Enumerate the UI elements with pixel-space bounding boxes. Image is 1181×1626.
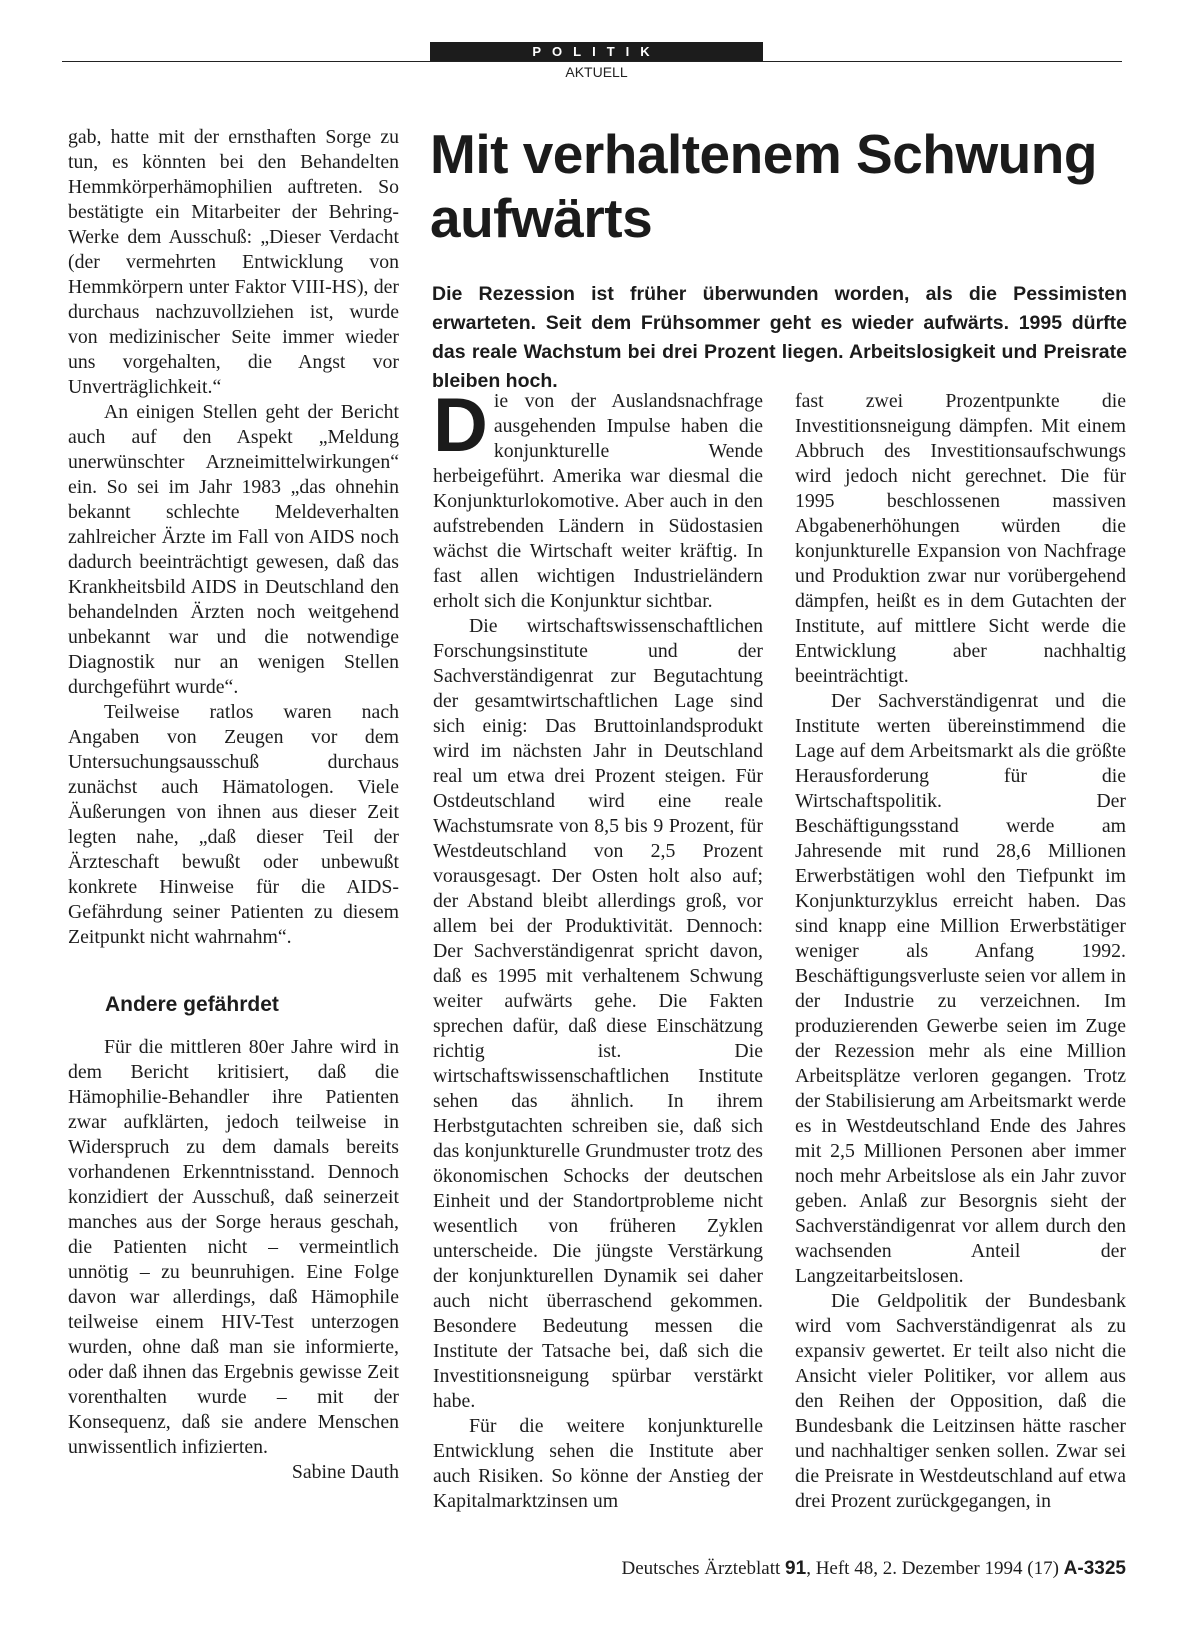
issue-info: , Heft 48, 2. Dezember 1994 (17) [806,1558,1059,1579]
article-headline: Mit verhaltenem Schwung aufwärts [430,123,1097,249]
page-number: A-3325 [1063,1558,1126,1579]
left-paragraph-2: An einigen Stellen geht der Bericht auch auf den Aspekt „Meldung unerwünschter Arzneimittelwirkungen“ ein. So sei im Jahr 1983 „das ohnehin bekannt schlechte Meldeverhalten zahlreicher Ärzte im Fall von AIDS noch dadurch beeinträchtigt gewesen, daß das Krankheitsbild AIDS in Deutschland den behandelnden Ärzten noch weitgehend unbekannt war und die notwendige Diagnostik nur an wenigen Stellen durchgeführt wurde“. [68,401,399,698]
subsection-label: AKTUELL [565,64,628,80]
article-paragraph-3: Für die weitere konjunkturelle Entwicklung sehen die Institute aber auch Risiken. So könne der Anstieg der Kapitalmarktzinsen um [433,1415,763,1512]
volume-number: 91 [785,1558,807,1579]
article-paragraph-1 [433,383,763,614]
section-label: POLITIK [430,42,763,62]
article-column-3 [795,389,1126,1514]
author-signature: Sabine Dauth [291,1461,399,1483]
page-footer [520,1558,1126,1580]
drop-cap: D [433,383,488,468]
left-paragraph-1: gab, hatte mit der ernsthaften Sorge zu tun, es könnten bei den Behandelten Hemmkörperhämophilien auftreten. So bestätigte ein Mitarbeiter der Behring-Werke dem Ausschuß: „Dieser Verdacht (der vermehrten Entwicklung von Hemmkörpern unter Faktor VIII-HS), der durchaus nachzuvollziehen ist, wurde von medizinischer Seite immer wieder uns vorgehalten, die Angst vor Unverträglichkeit.“ [68,126,399,398]
article-paragraph-4: fast zwei Prozentpunkte die Investitionsneigung dämpfen. Mit einem Abbruch des Investitionsaufschwungs wird jedoch nicht gerechnet. Die für 1995 beschlossenen massiven Abgabenerhöhungen würden die konjunkturelle Expansion von Nachfrage und Produktion zwar nur vorübergehend dämpfen, heißt es in dem Gutachten der Institute, auf mittlere Sicht werde die Entwicklung aber nachhaltig beeinträchtigt. [795,390,1126,687]
article-paragraph-1-text: ie von der Auslandsnachfrage ausgehenden Impulse haben die konjunkturelle Wende herbeigeführt. Amerika war diesmal die Konjunkturlokomotive. Aber auch in den aufstrebenden Ländern in Südostasien wächst die Wirtschaft weiter kräftig. In fast allen wichtigen Industrieländern erholt sich die Konjunktur sichtbar. [433,390,763,612]
header-rule [62,61,1122,62]
article-paragraph-2: Die wirtschaftswissenschaftlichen Forschungsinstitute und der Sachverständigenrat zur Begutachtung der gesamtwirtschaftlichen Lage sind sich einig: Das Bruttoinlandsprodukt wird im nächsten Jahr in Deutschland real um etwa drei Prozent steigen. Für Ostdeutschland wird eine reale Wachstumsrate von 8,5 bis 9 Prozent, für Westdeutschland von 2,5 Prozent vorausgesagt. Der Osten holt also auf; der Abstand bleibt allerdings groß, vor allem bei der Produktivität. Dennoch: Der Sachverständigenrat spricht davon, daß es 1995 mit verhaltenem Schwung weiter aufwärts gehe. Die Fakten sprechen dafür, daß diese Einschätzung richtig ist. Die wirtschaftswissenschaftlichen Institute sehen das ähnlich. In ihrem Herbstgutachten schreiben sie, daß sich das konjunkturelle Grundmuster trotz des ökonomischen Schocks der deutschen Einheit und der Standortprobleme nicht wesentlich von früheren Zyklen unterscheide. Die jüngste Verstärkung der konjunkturellen Dynamik sei daher auch nicht überraschend gekommen. Besondere Bedeutung messen die Institute der Tatsache bei, daß sich die Investitionsneigung spürbar verstärkt habe. [433,615,763,1412]
left-paragraph-4 [68,1035,399,1485]
left-article-column [68,125,399,1485]
article-lead: Die Rezession ist früher überwunden worden, als die Pessimisten erwarteten. Seit dem Frühsommer geht es wieder aufwärts. 1995 dürfte das reale Wachstum bei drei Prozent liegen. Arbeitslosigkeit und Preisrate bleiben hoch. [432,283,1127,392]
left-subheading: Andere gefährdet [105,993,279,1016]
article-column-2 [433,383,763,1514]
journal-name: Deutsches Ärzteblatt [621,1558,781,1579]
article-paragraph-6: Die Geldpolitik der Bundesbank wird vom Sachverständigenrat als zu expansiv gewertet. Er teilt also nicht die Ansicht vieler Politiker, vor allem aus den Reihen der Opposition, daß die Bundesbank die Leitzinsen hätte rascher und nachhaltiger senken sollen. Zwar sei die Preisrate in Westdeutschland auf etwa drei Prozent zurückgegangen, in [795,1290,1126,1512]
left-paragraph-4-text: Für die mittleren 80er Jahre wird in dem Bericht kritisiert, daß die Hämophilie-Behandler ihre Patienten zwar aufklärten, jedoch teilweise in Widerspruch zu dem damals bereits vorhandenen Erkenntnisstand. Dennoch konzidiert der Ausschuß, daß seinerzeit manches aus der Sorge heraus geschah, die Patienten nicht – vermeintlich unnötig – zu beunruhigen. Eine Folge davon war allerdings, daß Hämophile teilweise einem HIV-Test unterzogen wurden, ohne daß man sie informierte, oder daß ihnen das Ergebnis gewisse Zeit vorenthalten wurde – mit der Konsequenz, daß sie andere Menschen unwissentlich infizierten. [68,1036,399,1458]
article-paragraph-5: Der Sachverständigenrat und die Institute werten übereinstimmend die Lage auf dem Arbeitsmarkt als die größte Herausforderung für die Wirtschaftspolitik. Der Beschäftigungsstand werde am Jahresende mit rund 28,6 Millionen Erwerbstätigen wohl den Tiefpunkt im Konjunkturzyklus erreicht haben. Das sind knapp eine Million Erwerbstätiger weniger als Anfang 1992. Beschäftigungsverluste seien vor allem in der Industrie zu verzeichnen. Im produzierenden Gewerbe seien im Zuge der Rezession mehr als eine Million Arbeitsplätze verloren gegangen. Trotz der Stabilisierung am Arbeitsmarkt werde es in Westdeutschland Ende des Jahres mit 2,5 Millionen Personen aber immer noch mehr Arbeitslose als ein Jahr zuvor geben. Anlaß zur Besorgnis sieht der Sachverständigenrat vor allem durch den wachsenden Anteil der Langzeitarbeitslosen. [795,690,1126,1287]
left-paragraph-3: Teilweise ratlos waren nach Angaben von Zeugen vor dem Untersuchungsausschuß durchaus zunächst auch Hämatologen. Viele Äußerungen von ihnen aus dieser Zeit legten nahe, „daß dieser Teil der Ärzteschaft bewußt oder unbewußt konkrete Hinweise für die AIDS-Gefährdung seiner Patienten zu diesem Zeitpunkt nicht wahrnahm“. [68,701,399,948]
